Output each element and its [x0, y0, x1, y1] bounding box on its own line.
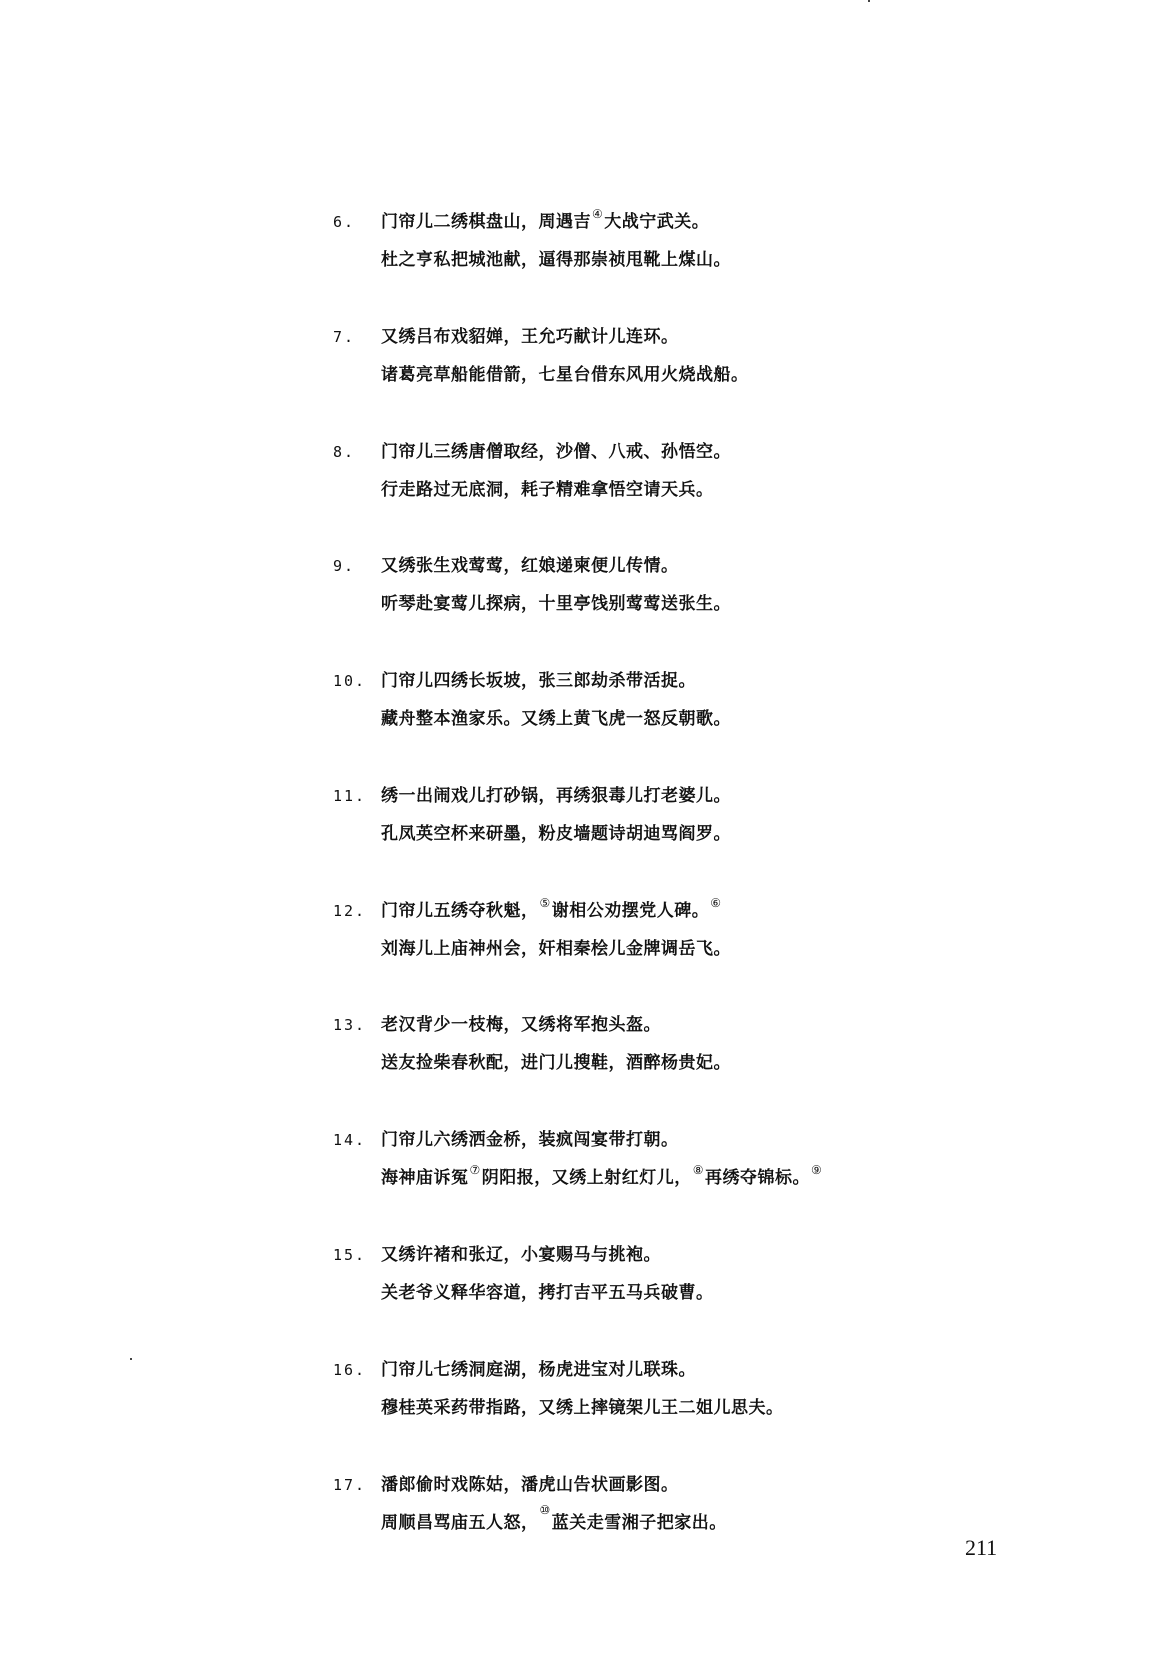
verse-text: 门帘儿四绣长坂坡，张三郎劫杀带活捉。 — [381, 671, 696, 691]
verse-8 — [333, 433, 1033, 509]
verse-text: 诸葛亮草船能借箭，七星台借东风用火烧战船。 — [381, 365, 749, 385]
text-segment: 周顺昌骂庙五人怒， — [381, 1513, 539, 1533]
verse-14 — [333, 1121, 1033, 1197]
verse-line — [333, 777, 1033, 815]
verse-11 — [333, 777, 1033, 853]
verse-text: 门帘儿七绣洞庭湖，杨虎进宝对儿联珠。 — [381, 1360, 696, 1380]
verse-line — [333, 318, 1033, 356]
footnote-marker: ⑩ — [539, 1503, 551, 1517]
verse-13 — [333, 1006, 1033, 1082]
verse-line — [333, 203, 1033, 241]
verse-text: 藏舟整本渔家乐。又绣上黄飞虎一怒反朝歌。 — [381, 709, 731, 729]
verse-line — [333, 356, 1033, 394]
verse-text — [381, 1504, 727, 1542]
verse-line — [333, 547, 1033, 585]
verse-12 — [333, 892, 1033, 968]
verse-text: 杜之亨私把城池献，逼得那崇祯甩靴上煤山。 — [381, 250, 731, 270]
verse-line — [333, 471, 1033, 509]
scan-speck — [130, 1358, 132, 1360]
verse-text: 刘海儿上庙神州会，奸相秦桧儿金牌调岳飞。 — [381, 939, 731, 959]
verse-text: 又绣许褚和张辽，小宴赐马与挑袍。 — [381, 1245, 661, 1265]
text-segment: 谢相公劝摆党人碑。 — [551, 901, 710, 921]
verse-number: 7. — [333, 328, 356, 346]
verse-text: 潘郎偷时戏陈姑，潘虎山告状画影图。 — [381, 1475, 679, 1495]
verse-text: 又绣吕布戏貂婵，王允巧献计儿连环。 — [381, 327, 679, 347]
verse-text: 孔凤英空杯来研墨，粉皮墙题诗胡迪骂阎罗。 — [381, 824, 731, 844]
verse-line — [333, 1466, 1033, 1504]
verse-line — [333, 700, 1033, 738]
verse-text — [381, 892, 723, 930]
verse-text: 绣一出闹戏儿打砂锅，再绣狠毒儿打老婆儿。 — [381, 786, 731, 806]
verse-15 — [333, 1236, 1033, 1312]
verse-16 — [333, 1351, 1033, 1427]
verse-7 — [333, 318, 1033, 394]
verse-line — [333, 1121, 1033, 1159]
verse-line — [333, 662, 1033, 700]
verse-line — [333, 241, 1033, 279]
verse-number: 11. — [333, 787, 367, 805]
footnote-marker: ⑨ — [811, 1163, 823, 1177]
verse-line — [333, 930, 1033, 968]
text-segment: 蓝关走雪湘子把家出。 — [551, 1513, 727, 1533]
verse-text: 穆桂英采药带指路，又绣上摔镜架儿王二姐儿思夫。 — [381, 1398, 784, 1418]
verse-line — [333, 1006, 1033, 1044]
footnote-marker: ⑧ — [692, 1163, 705, 1177]
verse-6 — [333, 203, 1033, 279]
verse-text: 又绣张生戏莺莺，红娘递柬便儿传情。 — [381, 556, 679, 576]
verse-text: 门帘儿三绣唐僧取经，沙僧、八戒、孙悟空。 — [381, 442, 731, 462]
verse-line — [333, 1351, 1033, 1389]
footnote-marker: ⑤ — [539, 896, 551, 910]
verse-number: 16. — [333, 1361, 367, 1379]
verse-text — [381, 1159, 823, 1197]
verse-number: 13. — [333, 1016, 367, 1034]
scan-speck — [868, 0, 870, 2]
verse-text: 送友捡柴春秋配，进门儿搜鞋，酒醉杨贵妃。 — [381, 1053, 731, 1073]
page-number: 211 — [965, 1535, 998, 1560]
verse-line — [333, 1236, 1033, 1274]
verse-number: 6. — [333, 213, 356, 231]
footnote-marker: ⑦ — [469, 1163, 481, 1177]
verse-number: 12. — [333, 902, 367, 920]
footnote-marker: ⑥ — [710, 896, 722, 910]
verse-line — [333, 1389, 1033, 1427]
verse-9 — [333, 547, 1033, 623]
text-segment: 门帘儿五绣夺秋魁， — [381, 901, 539, 921]
verse-line — [333, 815, 1033, 853]
verse-line — [333, 892, 1033, 930]
verse-line — [333, 1044, 1033, 1082]
verse-line — [333, 433, 1033, 471]
verse-10 — [333, 662, 1033, 738]
verse-number: 9. — [333, 557, 356, 575]
verse-text — [381, 203, 709, 241]
verse-number: 15. — [333, 1246, 367, 1264]
verse-line — [333, 1274, 1033, 1312]
text-segment: 阴阳报，又绣上射红灯儿， — [481, 1168, 692, 1188]
verse-line — [333, 1504, 1033, 1542]
verse-text: 门帘儿六绣洒金桥，装疯闯宴带打朝。 — [381, 1130, 679, 1150]
verse-number: 14. — [333, 1131, 367, 1149]
verse-number: 17. — [333, 1476, 367, 1494]
verse-text: 听琴赴宴莺儿探病，十里亭饯别莺莺送张生。 — [381, 594, 731, 614]
text-segment: 门帘儿二绣棋盘山，周遇吉 — [381, 212, 591, 232]
verse-number: 10. — [333, 672, 367, 690]
verse-text: 关老爷义释华容道，拷打吉平五马兵破曹。 — [381, 1283, 714, 1303]
text-segment: 再绣夺锦标。 — [705, 1168, 811, 1188]
verse-line — [333, 1159, 1033, 1197]
footnote-marker: ④ — [592, 207, 604, 221]
verse-17 — [333, 1466, 1033, 1542]
verse-line — [333, 585, 1033, 623]
text-segment: 大战宁武关。 — [604, 212, 710, 232]
verse-text: 老汉背少一枝梅，又绣将军抱头盔。 — [381, 1015, 661, 1035]
text-segment: 海神庙诉冤 — [381, 1168, 469, 1188]
verse-number: 8. — [333, 443, 356, 461]
verse-text: 行走路过无底洞，耗子精难拿悟空请天兵。 — [381, 480, 714, 500]
